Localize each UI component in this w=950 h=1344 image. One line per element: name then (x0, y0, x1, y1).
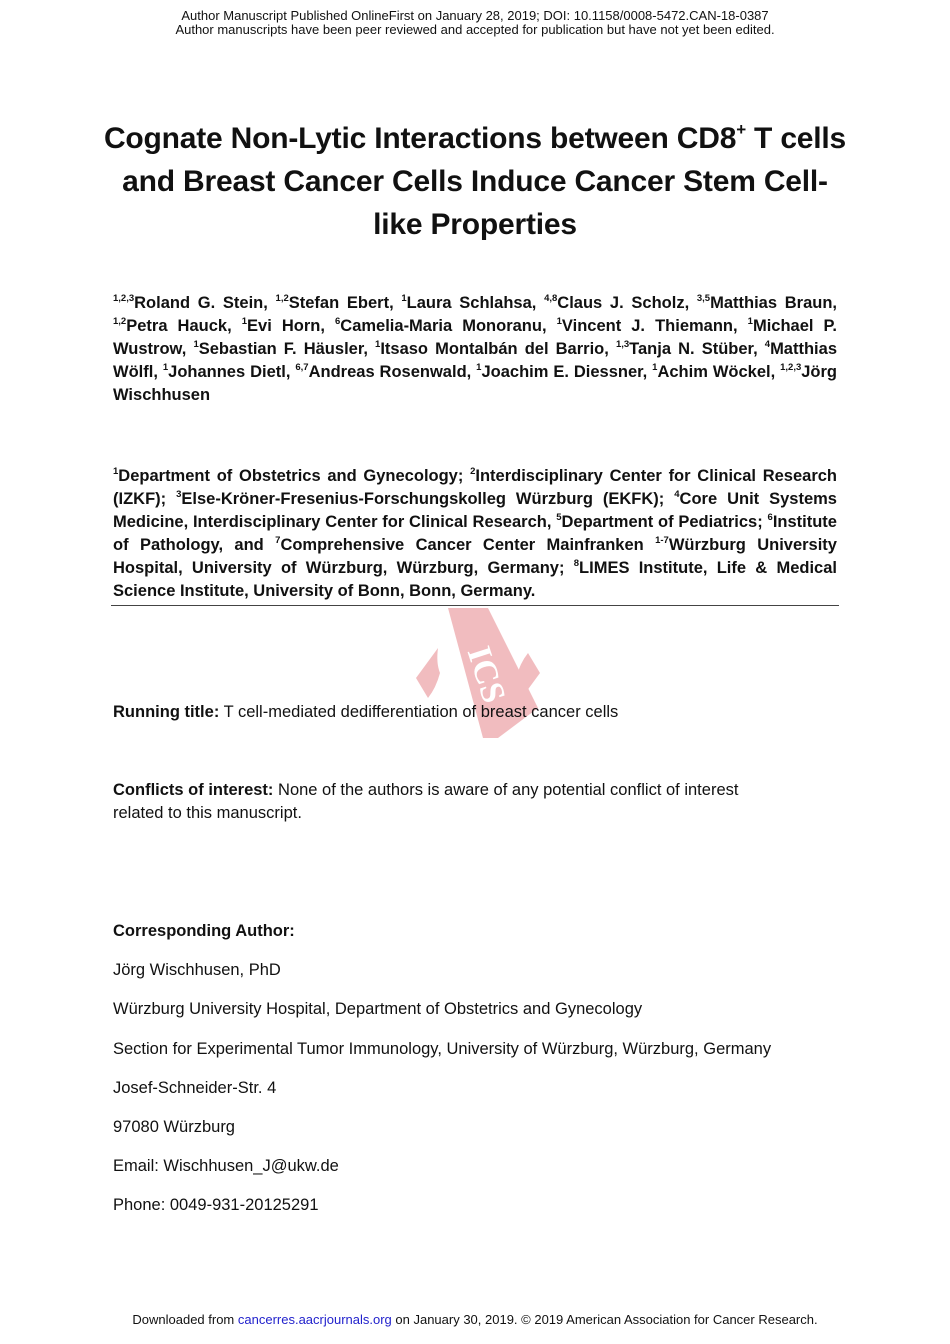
journal-link[interactable]: cancerres.aacrjournals.org (237, 1312, 392, 1327)
author-name: Sebastian F. Häusler, (198, 340, 376, 358)
author-name: Claus J. Scholz, (557, 294, 697, 312)
author-name: Joachim E. Diessner, (481, 363, 653, 381)
download-footer (0, 1313, 950, 1327)
affiliation-number: 8 (573, 557, 580, 569)
footer-prefix: Downloaded from (132, 1312, 238, 1327)
paper-title (100, 110, 850, 246)
header-line-2: Author manuscripts have been peer reviewed and accepted for publication but have not yet been edited. (175, 22, 775, 37)
affiliation-number: 5 (556, 511, 562, 523)
affiliation-list (113, 465, 837, 603)
affiliation-text: Else-Kröner-Fresenius-Forschungskolleg Würzburg (EKFK); (181, 490, 675, 508)
affiliation-number: 1 (113, 465, 119, 477)
author-affiliation-number: 1 (162, 361, 169, 373)
footer-suffix: on January 30, 2019. © 2019 American Association for Cancer Research. (391, 1312, 818, 1327)
author-name: Roland G. Stein, (134, 294, 276, 312)
author-affiliation-number: 1,2,3 (113, 292, 135, 304)
author-name: Matthias Braun, (710, 294, 837, 312)
title-part-1: Cognate Non-Lytic Interactions between CD8 (103, 122, 737, 155)
affiliation-number: 4 (674, 488, 680, 500)
affiliation-text: Department of Obstetrics and Gynecology; (118, 467, 471, 485)
affiliation-text: Interdisciplinary Center for Clinical Research (IZKF); (113, 467, 838, 508)
corresponding-city: 97080 Würzburg (113, 1118, 235, 1136)
manuscript-header (0, 9, 950, 37)
affiliation-number: 2 (470, 465, 476, 477)
corresponding-author-label: Corresponding Author: (113, 922, 295, 940)
author-affiliation-number: 1,2,3 (780, 361, 802, 373)
conflicts-label: Conflicts of interest: (113, 781, 274, 799)
author-name: Stefan Ebert, (288, 294, 402, 312)
title-part-2: T cells and Breast Cancer Cells Induce Cancer Stem Cell-like Properties (122, 122, 847, 241)
author-name: Vincent J. Thiemann, (561, 317, 748, 335)
running-title-label: Running title: (113, 703, 220, 721)
corresponding-phone: Phone: 0049-931-20125291 (113, 1196, 319, 1214)
conflicts-of-interest (113, 779, 793, 825)
author-affiliation-number: 6,7 (295, 361, 309, 373)
corresponding-name: Jörg Wischhusen, PhD (113, 961, 281, 979)
running-title (113, 701, 813, 724)
conflicts-text: None of the authors is aware of any potential conflict of interest related to this manuscript. (113, 781, 739, 822)
author-affiliation-number: 6 (334, 315, 341, 327)
author-affiliation-number: 1 (241, 315, 248, 327)
affiliation-text: Institute of Pathology, and (113, 513, 837, 554)
author-name: Tanja N. Stüber, (629, 340, 765, 358)
svg-text:ICS: ICS (459, 642, 513, 708)
author-affiliation-number: 1,2 (113, 315, 127, 327)
author-name: Andreas Rosenwald, (308, 363, 477, 381)
affiliation-text: Comprehensive Cancer Center Mainfranken (280, 536, 656, 554)
author-affiliation-number: 1 (375, 338, 381, 350)
corresponding-street: Josef-Schneider-Str. 4 (113, 1079, 277, 1097)
author-affiliation-number: 4,8 (544, 292, 558, 304)
author-affiliation-number: 1,2 (275, 292, 289, 304)
corresponding-institution: Würzburg University Hospital, Department of Obstetrics and Gynecology (113, 1000, 643, 1018)
affiliation-number: 1-7 (655, 534, 669, 546)
author-affiliation-number: 1 (401, 292, 407, 304)
author-list (113, 292, 837, 407)
affiliation-text: Würzburg University Hospital, University of Würzburg, Würzburg, Germany; (113, 536, 837, 577)
author-affiliation-number: 1 (652, 361, 658, 373)
author-name: Achim Wöckel, (657, 363, 781, 381)
header-line-1: Author Manuscript Published OnlineFirst on January 28, 2019; DOI: 10.1158/0008-5472.CAN-18-0387 (181, 8, 769, 23)
author-name: Evi Horn, (247, 317, 335, 335)
author-name: Petra Hauck, (126, 317, 242, 335)
title-superscript: + (736, 120, 746, 139)
affiliation-text: Core Unit Systems Medicine, Interdisciplinary Center for Clinical Research, (113, 490, 837, 531)
affiliation-text: LIMES Institute, Life & Medical Science Institute, University of Bonn, Bonn, Germany. (113, 559, 837, 600)
author-affiliation-number: 1 (556, 315, 562, 327)
corresponding-section: Section for Experimental Tumor Immunology, University of Würzburg, Würzburg, Germany (113, 1040, 772, 1058)
author-name: Johannes Dietl, (168, 363, 296, 381)
author-affiliation-number: 1,3 (615, 338, 630, 350)
author-name: Itsaso Montalbán del Barrio, (380, 340, 616, 358)
author-name: Matthias Wölfl, (113, 340, 837, 381)
author-name: Laura Schlahsa, (406, 294, 545, 312)
author-affiliation-number: 4 (764, 338, 771, 350)
affiliation-number: 7 (275, 534, 281, 546)
author-name: Michael P. Wustrow, (113, 317, 837, 358)
affiliation-number: 6 (767, 511, 773, 523)
author-affiliation-number: 1 (193, 338, 199, 350)
author-affiliation-number: 1 (747, 315, 753, 327)
section-divider (111, 605, 839, 606)
affiliation-text: Department of Pediatrics; (561, 513, 768, 531)
corresponding-email[interactable]: Email: Wischhusen_J@ukw.de (113, 1157, 339, 1175)
running-title-text: T cell-mediated dedifferentiation of breast cancer cells (219, 703, 619, 721)
author-affiliation-number: 1 (476, 361, 482, 373)
affiliation-number: 3 (176, 488, 182, 500)
author-name: Camelia-Maria Monoranu, (340, 317, 557, 335)
author-affiliation-number: 3,5 (696, 292, 711, 304)
author-name: Jörg Wischhusen (113, 363, 838, 404)
